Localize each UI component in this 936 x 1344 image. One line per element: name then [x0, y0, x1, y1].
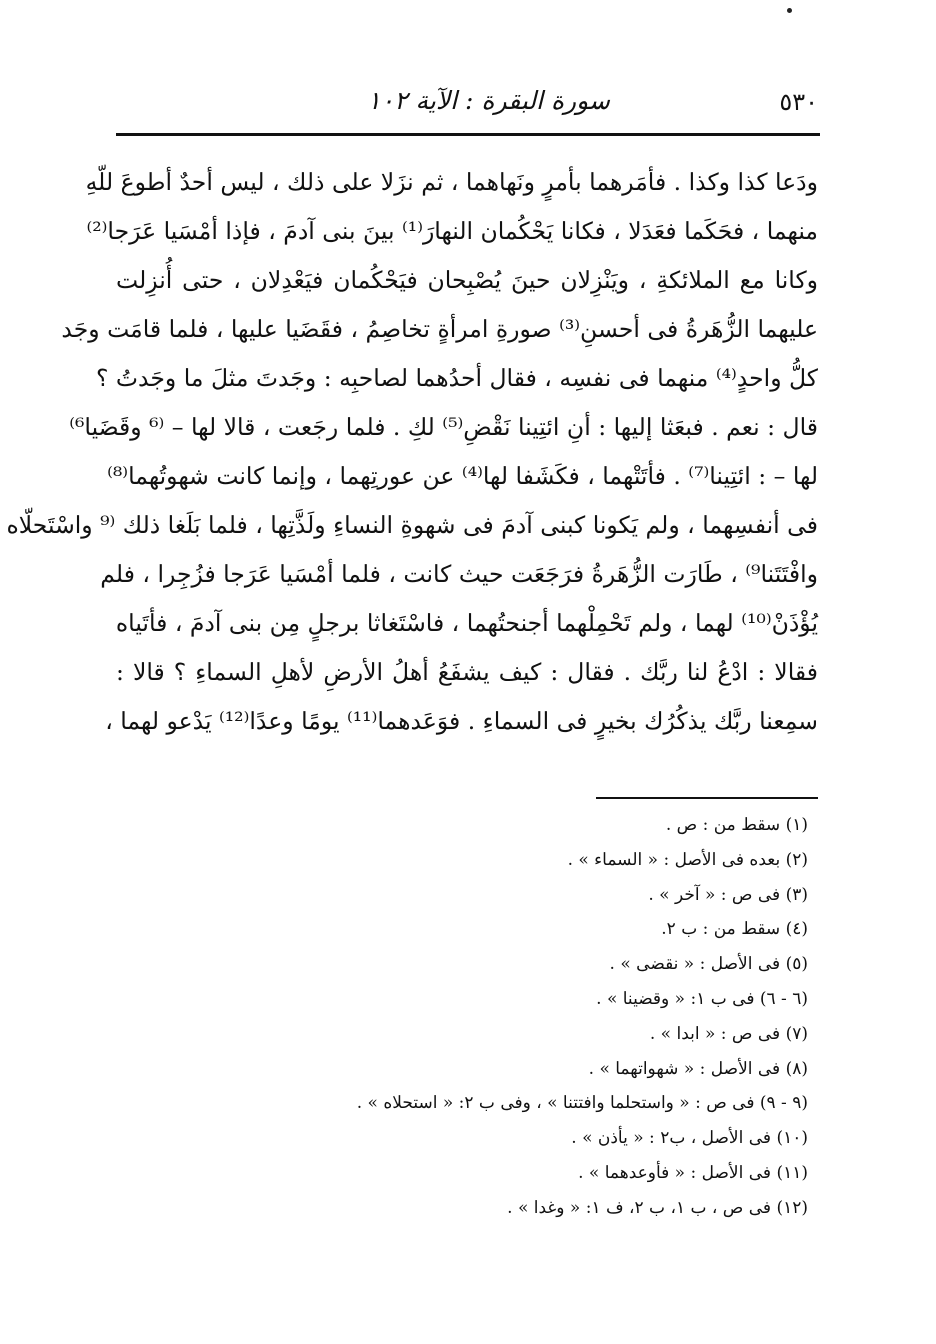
footnote: (١٠) فى الأصل ، ب٢ : « يأذن » .	[571, 1128, 808, 1149]
footnote: (٧) فى ص : « ابدا » .	[649, 1023, 808, 1044]
text-line: فى أنفسِهما ، ولم يَكونا كبنى آدمَ فى شهوةِ النساءِ ولَذَّتِها ، فلما بَلَغا ذلك ⁽⁹ واسْتَحلّاه	[6, 511, 818, 539]
page-header	[118, 82, 818, 122]
text-line: كلُّ واحدٍ⁽⁴⁾ منهما فى نفسِه ، فقال أحدُهما لصاحبِه : وجَدتَ مثلَ ما وجَدتُ ؟	[95, 364, 818, 392]
footnote: (٥) فى الأصل : « نقضى » .	[609, 954, 808, 975]
footnote: (١١) فى الأصل : « فأوعدهما » .	[578, 1162, 808, 1183]
page-number: ٥٣٠	[779, 88, 818, 116]
text-line: ودَعا كذا وكذا . فأمَرهما بأمرٍ ونَهاهما ، ثم نزَلا على ذلك ، ليس أحدٌ أطوعَ للّهِ	[85, 168, 818, 196]
footnote: (٦ - ٦) فى ب ١: « وقضينا » .	[596, 988, 808, 1009]
text-line: لها – : ائتِينا⁽⁷⁾ . فأتَتْهما ، فكَشَفا لها⁽⁴⁾ عن عورتِهما ، وإنما كانت شهوتُهما⁽⁸⁾	[107, 462, 818, 490]
footnote: (٨) فى الأصل : « شهواتهما » .	[588, 1058, 808, 1079]
footnote: (٩ - ٩) فى ص : « واستحلما وافتتنا » ، وفى ب ٢: « استحلاه » .	[356, 1093, 808, 1114]
text-line: يُؤْذَنْ⁽¹⁰⁾ لهما ، ولم تَحْمِلْهما أجنحتُهما ، فاسْتَغاثا برجلٍ مِن بنى آدمَ ، فأتَياه	[115, 609, 818, 637]
text-line: وكانا مع الملائكةِ ، ويَنْزِلان حينَ يُصْبِحان فيَحْكُمان فيَعْدِلان ، حتى أُنزِلت	[116, 266, 818, 294]
footnote: (٤) سقط من : ب ٢.	[661, 919, 808, 940]
footnote: (٣) فى ص : « آخر » .	[648, 884, 808, 905]
text-line: فقالا : ادْعُ لنا ربَّك . فقال : كيف يشفَعُ أهلُ الأرضِ لأهلِ السماءِ ؟ قالا :	[116, 658, 818, 686]
main-text	[6, 158, 818, 746]
running-title: سورة البقرة : الآية ١٠٢	[367, 86, 610, 115]
footnote: (١) سقط من : ص .	[665, 815, 808, 835]
footnote: (١٢) فى ص ، ب ١، ب ٢، ف ١: « وغدا » .	[507, 1197, 808, 1218]
footnotes	[288, 808, 808, 1226]
footnote-divider	[596, 797, 818, 799]
text-line: سمِعنا ربَّك يذكُرُك بخيرٍ فى السماءِ . فوَعَدهما⁽¹¹⁾ يومًا وعدًا⁽¹²⁾ يَدْعو لهما ،	[105, 707, 818, 735]
header-divider	[116, 133, 820, 136]
page-mark	[787, 8, 792, 13]
text-line: منهما ، فحَكَما فعَدَلا ، فكانا يَحْكُمان النهارَ⁽¹⁾ بينَ بنى آدمَ ، فإذا أمْسَيا عَرَجا⁽²⁾	[86, 217, 818, 245]
text-line: عليهما الزُّهَرةُ فى أحسنِ⁽³⁾ صورةِ امرأةٍ تخاصِمُ ، فقَضَيا عليها ، فلما قامَت وجَد	[61, 315, 818, 343]
text-line: وافْتَتَنا⁹⁾ ، طَارَت الزُّهَرةُ فرَجَعَت حيث كانت ، فلما أمْسَيا عَرَجا فزُجِرا ، فلم	[100, 560, 818, 588]
footnote: (٢) بعده فى الأصل : « السماء » .	[567, 849, 808, 870]
text-line: قال : نعم . فبعَثا إليها : أنِ ائتِينا نَقْضِ⁽⁵⁾ لكِ . فلما رجَعت ، قالا لها – ⁽⁶ وقَضَيا⁶⁾	[69, 413, 818, 441]
